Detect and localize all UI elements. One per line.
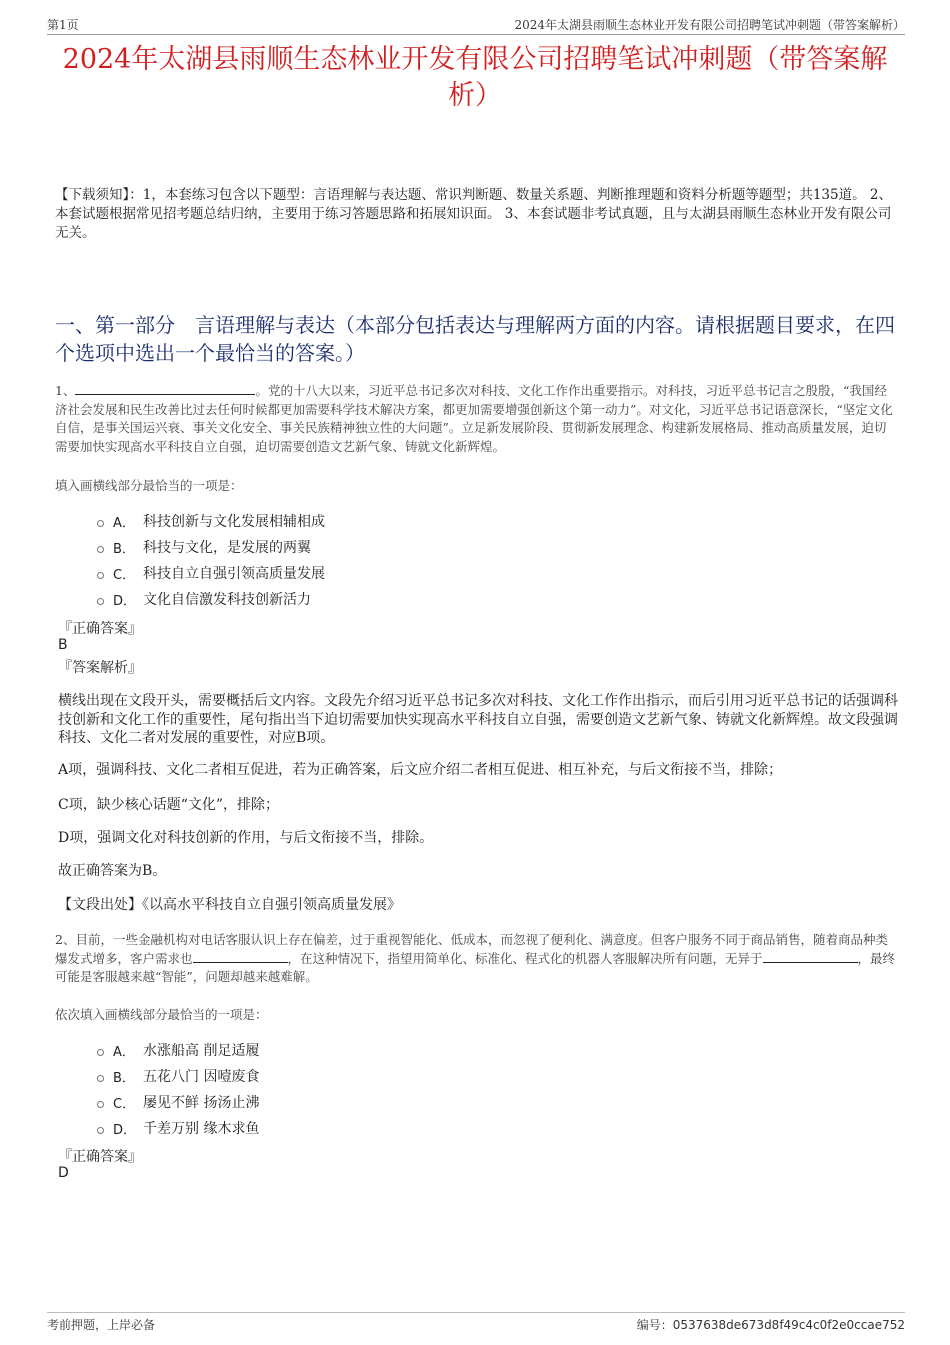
radio-icon[interactable] [97, 546, 104, 553]
document-title: 2024年太湖县雨顺生态林业开发有限公司招聘笔试冲刺题（带答案解析） [62, 44, 888, 111]
option-b[interactable]: B． 科技与文化，是发展的两翼 [97, 534, 325, 560]
footer-doc-id: 编号：0537638de673d8f49c4c0f2e0ccae752 [636, 1318, 905, 1332]
page-header [47, 14, 905, 35]
analysis-label: 『答案解析』 [58, 660, 142, 676]
options-q2 [97, 1037, 259, 1141]
radio-icon[interactable] [97, 572, 104, 579]
radio-icon[interactable] [97, 598, 104, 605]
page-footer [47, 1312, 905, 1332]
header-doc-title: 2024年太湖县雨顺生态林业开发有限公司招聘笔试冲刺题（带答案解析） [514, 18, 905, 32]
fill-blank [75, 382, 255, 395]
question-text: ，在这种情况下，指望用简单化、标准化、程式化的机器人客服解决所有问题，无异于 [287, 950, 763, 966]
download-notice: 【下载须知】：1，本套练习包含以下题型：言语理解与表达题、常识判断题、数量关系题、判断推理题和资料分析题等题型；共135道。 2、本套试题根据常见招考题总结归纳，主要用于练习答题思路和拓展知识面。 3、本套试题非考试真题，且与太湖县雨顺生态林业开发有限公司无关。 [55, 187, 892, 241]
question-text: ，最终可能是客服越来越“智能”，问题却越来越难解。 [55, 950, 896, 984]
question-text: 目前，一些金融机构对电话客服认识上存在偏差，过于重视智能化、低成本，而忽视了便利化、满意度。但客户服务不同于商品销售，随着商品种类爆发式增多，客户需求也 [55, 932, 888, 966]
question-prompt: 填入画横线部分最恰当的一项是： [55, 478, 243, 493]
fill-blank [193, 950, 288, 963]
option-c[interactable]: C． 屡见不鲜 扬汤止沸 [97, 1089, 259, 1115]
option-c[interactable]: C． 科技自立自强引领高质量发展 [97, 560, 325, 586]
option-b[interactable]: B． 五花八门 因噎废食 [97, 1063, 259, 1089]
section-heading: 一、第一部分 言语理解与表达（本部分包括表达与理解两方面的内容。请根据题目要求，在四个选项中选出一个最恰当的答案。） [55, 313, 895, 365]
question-prompt: 依次填入画横线部分最恰当的一项是： [55, 1007, 268, 1022]
analysis-paragraph: 横线出现在文段开头，需要概括后文内容。文段先介绍习近平总书记多次对科技、文化工作作出指示，而后引用习近平总书记的话强调科技创新和文化工作的重要性，尾句指出当下迫切需要加快实现高水平科技自立自强，需要创造文艺新气象、铸就文化新辉煌。故文段强调科技、文化二者对发展的重要性，对应B项。 [58, 693, 898, 746]
question-1 [55, 382, 898, 456]
answer-value: B [58, 637, 68, 653]
radio-icon[interactable] [97, 1101, 104, 1108]
question-2 [55, 931, 898, 987]
option-a[interactable]: A． 水涨船高 削足适履 [97, 1037, 259, 1063]
options-q1 [97, 508, 325, 612]
question-number: 2、 [55, 932, 76, 947]
analysis-paragraph: 故正确答案为B。 [58, 863, 167, 879]
analysis-paragraph: A项，强调科技、文化二者相互促进，若为正确答案，后文应介绍二者相互促进、相互补充，与后文衔接不当，排除； [58, 762, 783, 778]
radio-icon[interactable] [97, 520, 104, 527]
option-d[interactable]: D． 千差万别 缘木求鱼 [97, 1115, 259, 1141]
option-a[interactable]: A． 科技创新与文化发展相辅相成 [97, 508, 325, 534]
page-number: 第1页 [47, 18, 79, 32]
answer-value: D [58, 1165, 69, 1181]
radio-icon[interactable] [97, 1075, 104, 1082]
answer-label: 『正确答案』 [58, 1149, 142, 1165]
fill-blank [763, 950, 858, 963]
question-number: 1、 [55, 383, 76, 398]
source-citation: 【文段出处】《以高水平科技自立自强引领高质量发展》 [58, 897, 401, 913]
radio-icon[interactable] [97, 1049, 104, 1056]
radio-icon[interactable] [97, 1127, 104, 1134]
question-text: 。党的十八大以来，习近平总书记多次对科技、文化工作作出重要指示。对科技，习近平总书记言之殷殷，“我国经济社会发展和民生改善比过去任何时候都更加需要科学技术解决方案，都更加需要增强创新这个第一动力”。对文化，习近平总书记语意深长，“坚定文化自信，是事关国运兴衰、事关文化安全、事关民族精神独立性的大问题”。立足新发展阶段、贯彻新发展理念、构建新发展格局、推动高质量发展，迫切需要加快实现高水平科技自立自强，迫切需要创造文艺新气象、铸就文化新辉煌。 [55, 383, 893, 454]
option-d[interactable]: D． 文化自信激发科技创新活力 [97, 586, 325, 612]
analysis-paragraph: D项，强调文化对科技创新的作用，与后文衔接不当，排除。 [58, 830, 434, 846]
answer-label: 『正确答案』 [58, 621, 142, 637]
footer-slogan: 考前押题，上岸必备 [47, 1318, 156, 1332]
analysis-paragraph: C项，缺少核心话题“文化”，排除； [58, 797, 280, 813]
